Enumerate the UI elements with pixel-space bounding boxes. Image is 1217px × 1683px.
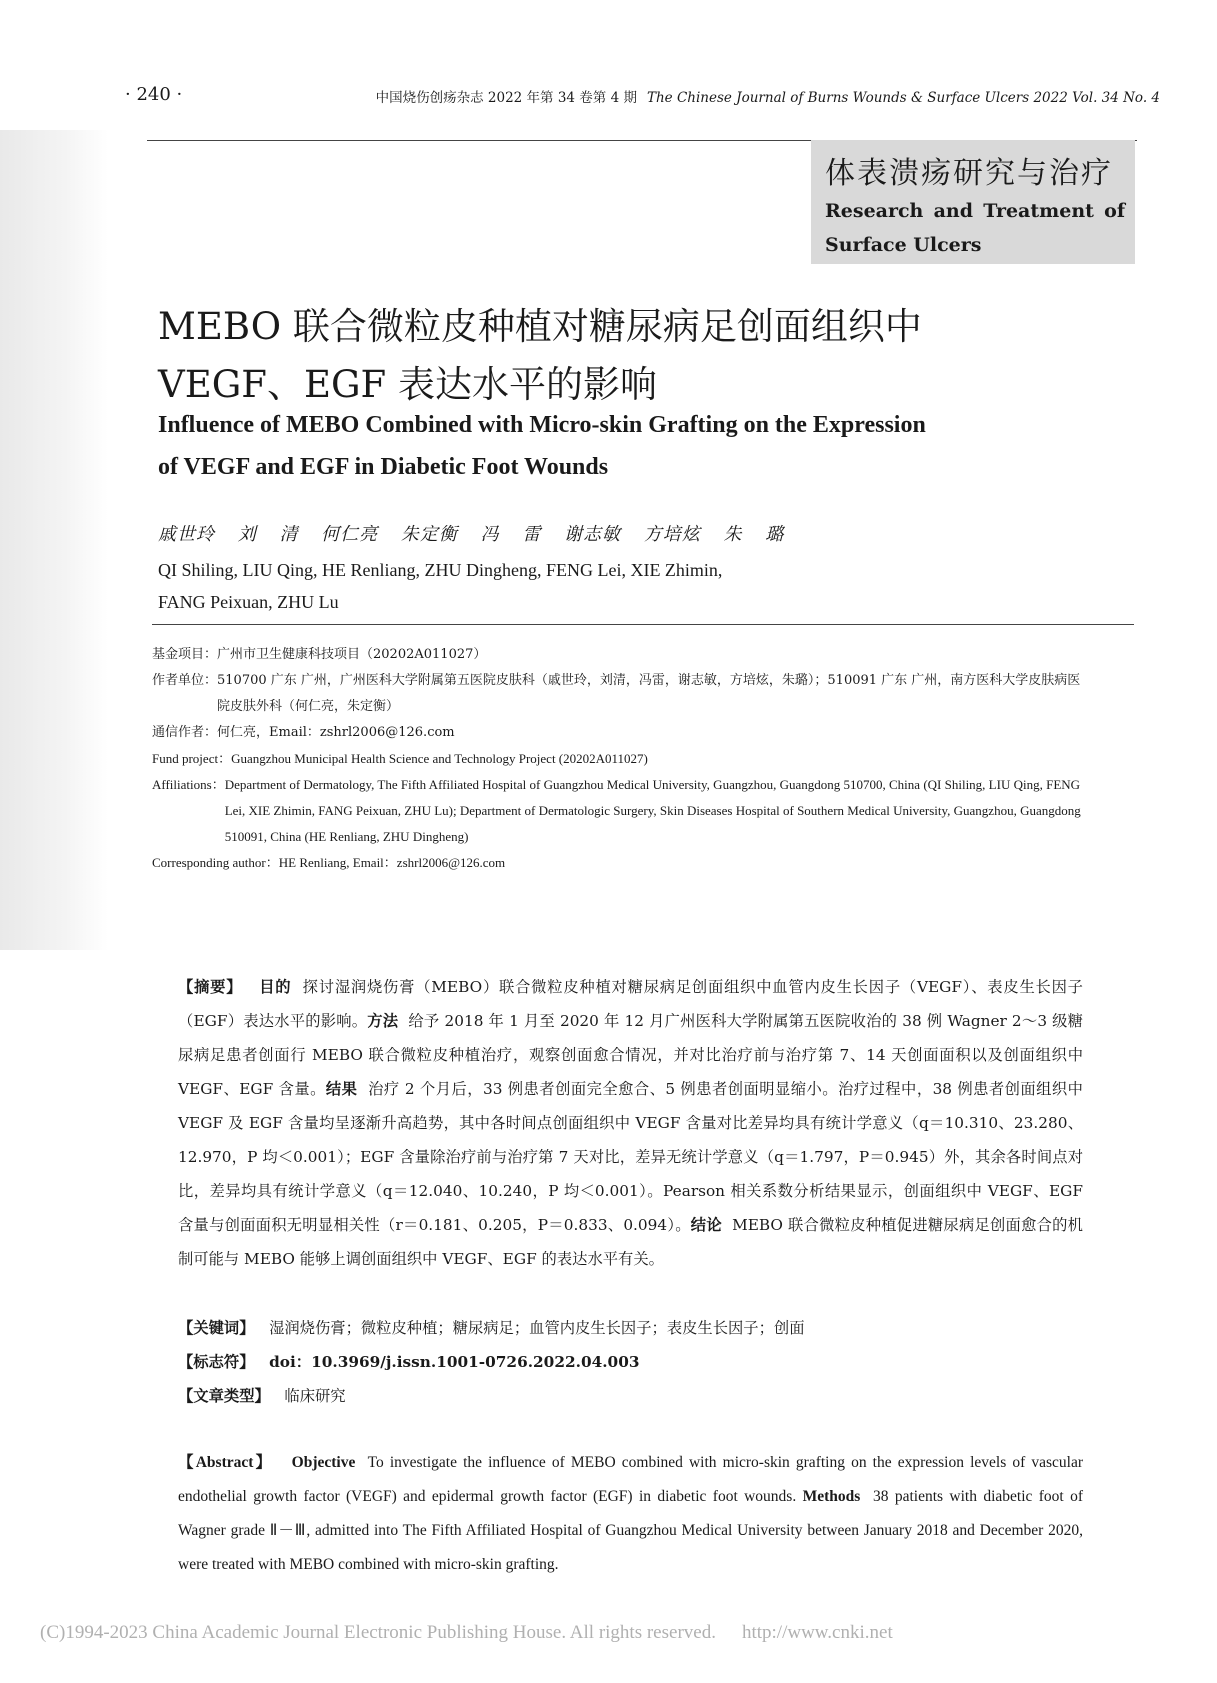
fund-cn-label: 基金项目： bbox=[152, 647, 218, 662]
fund-en-label: Fund project： bbox=[152, 751, 232, 766]
keywords bbox=[178, 1312, 1083, 1344]
article-title-cn bbox=[158, 298, 1118, 414]
authors-en-line2: FANG Peixuan, ZHU Lu bbox=[158, 592, 339, 612]
fund-cn bbox=[152, 642, 1087, 668]
corresponding-cn-label: 通信作者： bbox=[152, 725, 218, 740]
title-en-line2: of VEGF and EGF in Diabetic Foot Wounds bbox=[158, 454, 609, 480]
objective-en-label: Objective bbox=[291, 1454, 356, 1471]
methods-cn-label: 方法 bbox=[367, 1012, 399, 1030]
fund-cn-value: 广州市卫生健康科技项目（20202A011027） bbox=[217, 647, 487, 662]
objective-cn: 探讨湿润烧伤膏（MEBO）联合微粒皮种植对糖尿病足创面组织中血管内皮生长因子（VEGF）、表皮生长因子（EGF）表达水平的影响。 bbox=[178, 978, 1083, 1030]
affiliation-en-value: Department of Dermatology, The Fifth Affiliated Hospital of Guangzhou Medical University, Guangzhou, Guangdong 510700, China (QI Shiling, LIU Qing, FENG Lei, XIE Zhimin, FANG Peixuan, ZHU Lu); Department of Dermatologic Surgery, Skin Diseases Hospital of Southern Medical University, Guangzhou, Guangdong 510091, China (HE Renliang, ZHU Dingheng) bbox=[224, 777, 1081, 844]
footer-url: http://www.cnki.net bbox=[741, 1622, 893, 1643]
methods-cn: 给予 2018 年 1 月至 2020 年 12 月广州医科大学附属第五医院收治的 38 例 Wagner 2～3 级糖尿病足患者创面行 MEBO 联合微粒皮种植治疗，观察创面愈合情况，并对比治疗前与治疗第 7、14 天创面面积以及创面组织中 VEGF、EGF 含量。 bbox=[178, 1012, 1083, 1098]
article-type-value: 临床研究 bbox=[284, 1387, 346, 1405]
affiliation-en-label: Affiliations： bbox=[152, 777, 225, 792]
objective-cn-label: 目的 bbox=[259, 978, 292, 996]
keywords-value: 湿润烧伤膏；微粒皮种植；糖尿病足；血管内皮生长因子；表皮生长因子；创面 bbox=[269, 1319, 805, 1337]
article-type-label: 【文章类型】 bbox=[178, 1387, 270, 1405]
fund-en bbox=[152, 746, 1087, 772]
authors-en-line1: QI Shiling, LIU Qing, HE Renliang, ZHU Dingheng, FENG Lei, XIE Zhimin, bbox=[158, 560, 723, 580]
doi-value: doi：10.3969/j.issn.1001-0726.2022.04.003 bbox=[269, 1353, 640, 1371]
article-metadata bbox=[152, 642, 1087, 876]
abstract-cn-label: 【摘要】 bbox=[178, 978, 243, 996]
copyright-text: (C)1994-2023 China Academic Journal Electronic Publishing House. All rights reserved. bbox=[40, 1622, 716, 1643]
journal-title-en: The Chinese Journal of Burns Wounds & Surface Ulcers 2022 Vol. 34 No. 4 bbox=[646, 90, 1160, 106]
cnki-footer bbox=[40, 1622, 893, 1644]
affiliation-en bbox=[152, 772, 1087, 850]
keywords-label: 【关键词】 bbox=[178, 1319, 255, 1337]
column-title-cn: 体表溃疡研究与治疗 bbox=[825, 156, 1113, 191]
corresponding-cn bbox=[152, 720, 1087, 746]
affiliation-cn-value: 510700 广东 广州，广州医科大学附属第五医院皮肤科（戚世玲，刘清，冯雷，谢志敏，方培炫，朱璐）；510091 广东 广州，南方医科大学皮肤病医院皮肤外科（何仁亮，朱定衡） bbox=[217, 673, 1081, 714]
methods-en-label: Methods bbox=[802, 1488, 861, 1505]
corresponding-en bbox=[152, 850, 1087, 876]
abstract-cn bbox=[178, 970, 1083, 1276]
fund-en-value: Guangzhou Municipal Health Science and Technology Project (20202A011027) bbox=[231, 751, 648, 766]
affiliation-cn-label: 作者单位： bbox=[152, 673, 218, 688]
title-cn-line2: VEGF、EGF 表达水平的影响 bbox=[158, 363, 657, 406]
title-en-line1: Influence of MEBO Combined with Micro-skin Grafting on the Expression bbox=[158, 412, 926, 438]
abstract-en bbox=[178, 1446, 1083, 1582]
doi-label: 【标志符】 bbox=[178, 1353, 255, 1371]
authors-en bbox=[158, 554, 918, 618]
page-number: · 240 · bbox=[125, 84, 183, 105]
title-cn-line1: MEBO 联合微粒皮种植对糖尿病足创面组织中 bbox=[158, 305, 922, 348]
affiliation-cn bbox=[152, 668, 1087, 720]
corresponding-en-value: HE Renliang, Email：zshrl2006@126.com bbox=[278, 855, 506, 870]
abstract-en-label: 【Abstract】 bbox=[178, 1454, 274, 1471]
journal-title-cn: 中国烧伤创疡杂志 2022 年第 34 卷第 4 期 bbox=[375, 90, 637, 106]
doi bbox=[178, 1346, 1083, 1378]
article-title-en bbox=[158, 404, 1118, 488]
corresponding-en-label: Corresponding author： bbox=[152, 855, 279, 870]
results-cn: 治疗 2 个月后，33 例患者创面完全愈合、5 例患者创面明显缩小。治疗过程中，38 例患者创面组织中 VEGF 及 EGF 含量均呈逐渐升高趋势，其中各时间点创面组织中 VEGF 含量对比差异均具有统计学意义（q＝10.310、23.280、12.970，P 均＜0.001）；EGF 含量除治疗前与治疗第 7 天对比，差异无统计学意义（q＝1.797，P＝0.945）外，其余各时间点对比，差异均具有统计学意义（q＝12.040、10.240，P 均＜0.001）。Pearson 相关系数分析结果显示，创面组织中 VEGF、EGF 含量与创面面积无明显相关性（r＝0.181、0.205，P＝0.833、0.094）。 bbox=[178, 1080, 1083, 1234]
running-head bbox=[315, 86, 1160, 106]
column-title-en: Research and Treatment of Surface Ulcers bbox=[825, 200, 1125, 256]
authors-rule bbox=[152, 624, 1134, 625]
conclusion-cn: MEBO 联合微粒皮种植促进糖尿病足创面愈合的机制可能与 MEBO 能够上调创面组织中 VEGF、EGF 的表达水平有关。 bbox=[178, 1216, 1083, 1268]
results-cn-label: 结果 bbox=[325, 1080, 358, 1098]
methods-en: 38 patients with diabetic foot of Wagner grade Ⅱ－Ⅲ, admitted into The Fifth Affiliated Hospital of Guangzhou Medical University between January 2018 and December 2020, were treated with MEBO combined with micro-skin grafting. bbox=[178, 1488, 1083, 1573]
authors-cn: 戚世玲 刘 清 何仁亮 朱定衡 冯 雷 谢志敏 方培炫 朱 璐 bbox=[158, 524, 785, 545]
objective-en: To investigate the influence of MEBO combined with micro-skin grafting on the expression levels of vascular endothelial growth factor (VEGF) and epidermal growth factor (EGF) in diabetic foot wounds. bbox=[178, 1454, 1084, 1505]
scan-shadow bbox=[0, 130, 108, 950]
corresponding-cn-value: 何仁亮，Email：zshrl2006@126.com bbox=[217, 725, 455, 740]
conclusion-cn-label: 结论 bbox=[690, 1216, 722, 1234]
article-type bbox=[178, 1380, 1083, 1412]
